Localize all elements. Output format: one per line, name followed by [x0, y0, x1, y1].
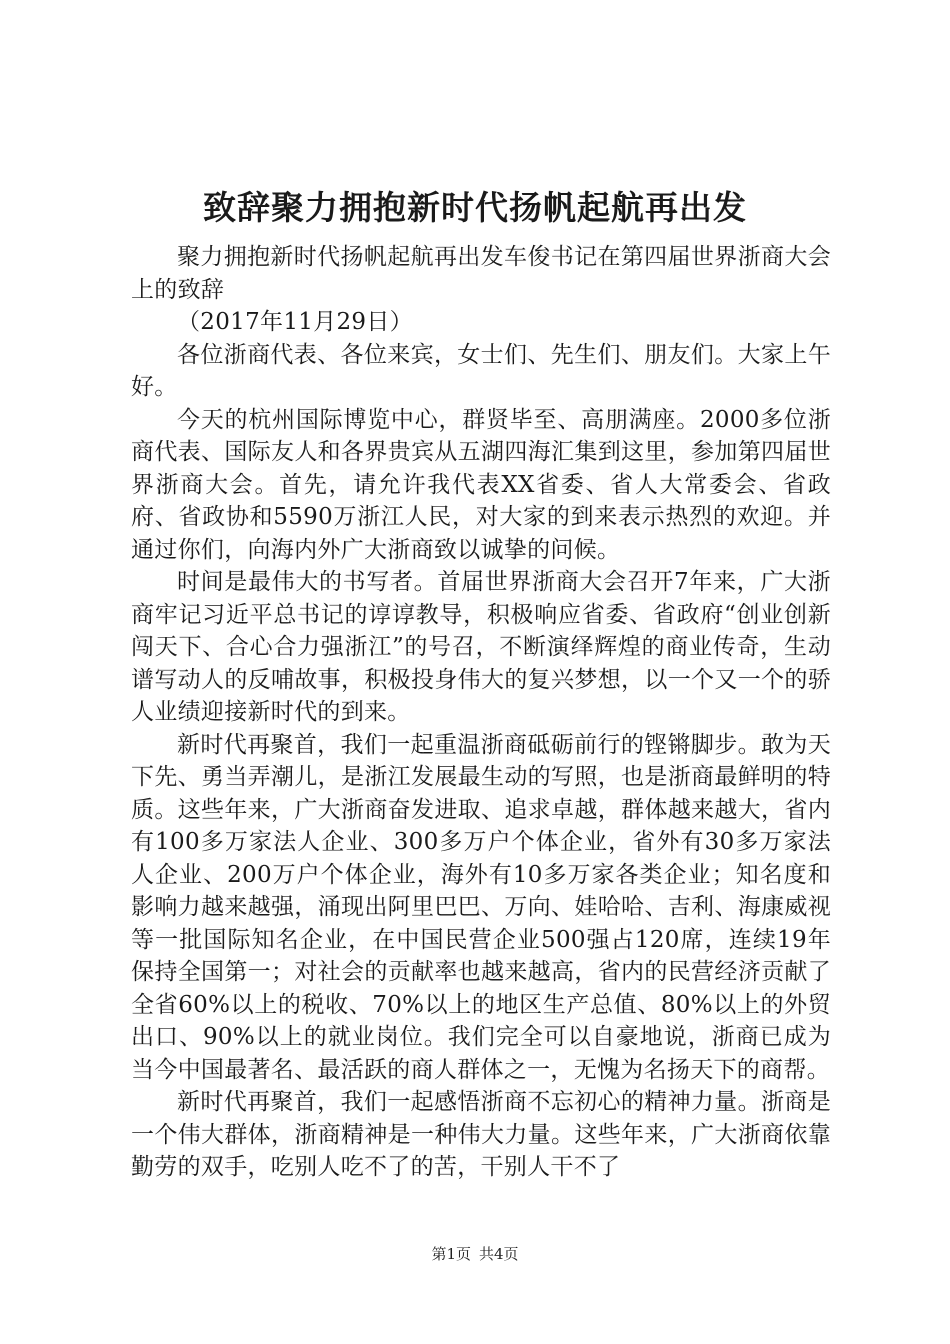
paragraph-date: （2017年11月29日） [177, 309, 413, 335]
page-total: 共4页 [479, 1245, 519, 1263]
paragraph-subtitle: 聚力拥抱新时代扬帆起航再出发车俊书记在第四届世界浙商大会上的致辞 [131, 244, 831, 303]
paragraph: 新时代再聚首，我们一起重温浙商砥砺前行的铿锵脚步。敢为天下先、勇当弄潮儿，是浙江发展最生动的写照，也是浙商最鲜明的特质。这些年来，广大浙商奋发进取、追求卓越，群体越来越大，省内有100多万家法人企业、300多万户个体企业，省外有30多万家法人企业、200万户个体企业，海外有10多万家各类企业；知名度和影响力越来越强，涌现出阿里巴巴、万向、娃哈哈、吉利、海康威视等一批国际知名企业，在中国民营企业500强占120席，连续19年保持全国第一；对社会的贡献率也越来越高，省内的民营经济贡献了全省60%以上的税收、70%以上的地区生产总值、80%以上的外贸出口、90%以上的就业岗位。我们完全可以自豪地说，浙商已成为当今中国最著名、最活跃的商人群体之一，无愧为名扬天下的商帮。 [131, 731, 831, 1083]
paragraph: 今天的杭州国际博览中心，群贤毕至、高朋满座。2000多位浙商代表、国际友人和各界贵宾从五湖四海汇集到这里，参加第四届世界浙商大会。首先，请允许我代表XX省委、省人大常委会、省政府、省政协和5590万浙江人民，对大家的到来表示热烈的欢迎。并通过你们，向海内外广大浙商致以诚挚的问候。 [131, 406, 831, 563]
page-number: 第1页 [431, 1245, 471, 1263]
document-body [131, 241, 831, 1184]
paragraph-greeting: 各位浙商代表、各位来宾，女士们、先生们、朋友们。大家上午好。 [131, 341, 831, 400]
document-title: 致辞聚力拥抱新时代扬帆起航再出发 [203, 188, 747, 227]
paragraph: 时间是最伟大的书写者。首届世界浙商大会召开7年来，广大浙商牢记习近平总书记的谆谆教导，积极响应省委、省政府“创业创新闯天下、合心合力强浙江”的号召，不断演绎辉煌的商业传奇，生动谱写动人的反哺故事，积极投身伟大的复兴梦想，以一个又一个的骄人业绩迎接新时代的到来。 [131, 569, 831, 725]
page-footer [0, 1244, 950, 1264]
paragraph: 新时代再聚首，我们一起感悟浙商不忘初心的精神力量。浙商是一个伟大群体，浙商精神是一种伟大力量。这些年来，广大浙商依靠勤劳的双手，吃别人吃不了的苦，干别人干不了 [131, 1089, 831, 1180]
